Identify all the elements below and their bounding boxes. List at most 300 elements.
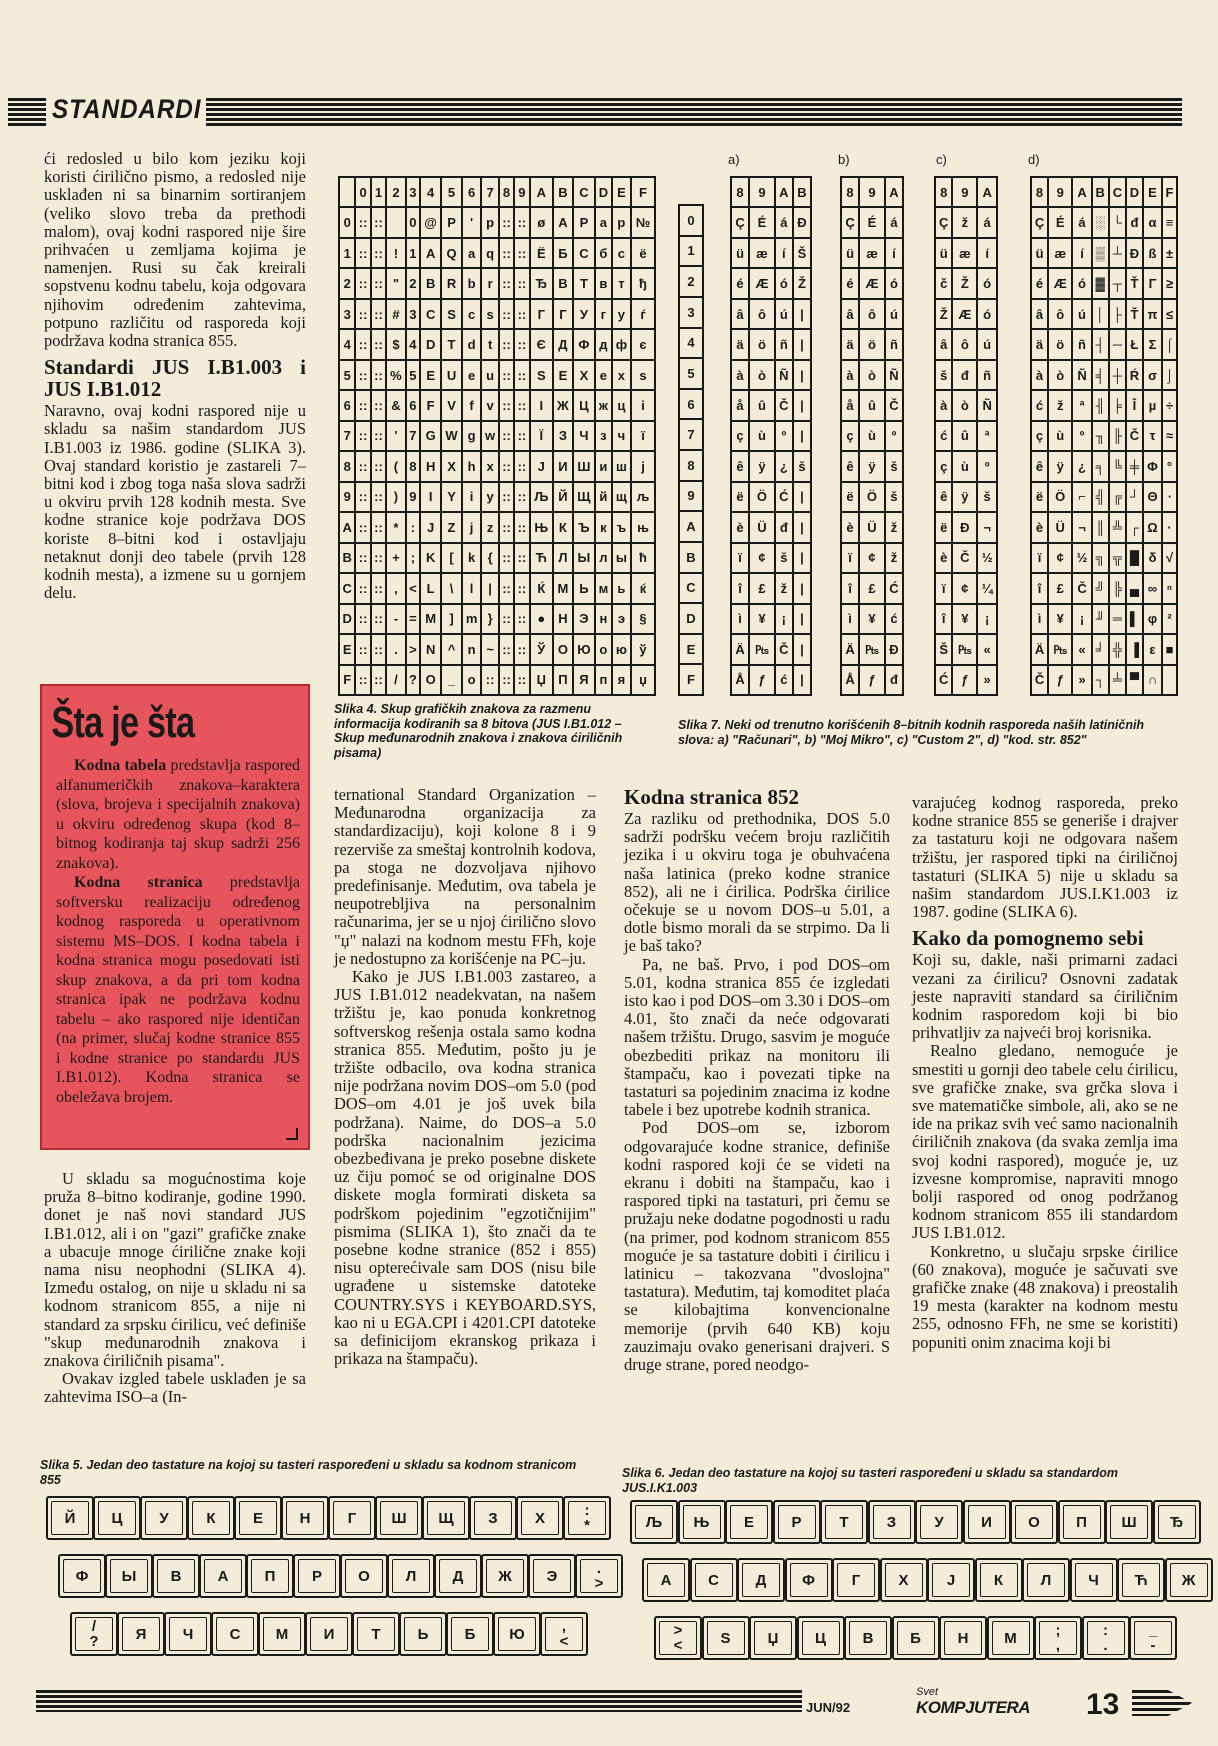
fig4-cell: <	[406, 573, 420, 603]
fig4-cell: 1	[406, 238, 420, 268]
fig4-cell: J	[420, 512, 441, 542]
fig7a-cell: |	[793, 634, 811, 664]
fig7c-cell: «	[977, 634, 997, 664]
fig7d-cell: Č	[1072, 573, 1091, 603]
fig7c-row	[935, 268, 997, 298]
fig7d-cell: ⌐	[1072, 482, 1091, 512]
fig7a-cell: ì	[731, 604, 749, 634]
fig4-cell: и	[595, 451, 612, 481]
fig4-header-cell: 5	[441, 177, 462, 207]
fig7d-cell: ┼	[1109, 360, 1126, 390]
fig4-cell: ::	[514, 543, 529, 573]
fig4-cell: ::	[355, 543, 370, 573]
fig7d-row	[1031, 512, 1177, 542]
fig7c-cell: Ñ	[977, 390, 997, 420]
fig5-key-label: У	[159, 1509, 169, 1527]
fig4-cell: D	[420, 329, 441, 359]
fig6-key-label: К	[993, 1571, 1004, 1589]
fig5-key	[528, 1554, 576, 1598]
fig7b-cell: ç	[841, 421, 859, 451]
fig4-cell: І	[530, 390, 553, 420]
fig4-row	[339, 268, 655, 298]
fig7b-row	[841, 390, 903, 420]
fig7d-cell: ╚	[1109, 451, 1126, 481]
fig7a-header-cell: B	[793, 177, 811, 207]
fig7a-row	[731, 360, 811, 390]
fig7a-row	[731, 329, 811, 359]
fig7d-cell: ╣	[1092, 482, 1109, 512]
fig4-cell: J	[530, 451, 553, 481]
col4-heading: Kako da pomognemo sebi	[912, 926, 1144, 951]
fig4-cell: Ф	[573, 329, 595, 359]
fig4-cell: .	[386, 634, 406, 664]
fig4-row	[339, 665, 655, 696]
fig6-key	[1070, 1558, 1118, 1602]
fig7a-cell: Ñ	[775, 360, 793, 390]
fig4-cell: ::	[499, 482, 514, 512]
fig7-index-cell: F	[679, 664, 703, 695]
fig4-cell: ::	[499, 451, 514, 481]
fig4-cell: т	[612, 268, 631, 298]
fig7d-cell: ╡	[1092, 360, 1109, 390]
fig4-cell: +	[386, 543, 406, 573]
fig4-cell: C	[420, 299, 441, 329]
fig4-cell: Г	[530, 299, 553, 329]
fig7a-cell: Ä	[731, 634, 749, 664]
fig7a-row	[731, 299, 811, 329]
fig7d-cell: ├	[1109, 299, 1126, 329]
fig4-cell: \	[441, 573, 462, 603]
fig7-index-cell: 3	[679, 297, 703, 328]
fig7b-cell: ù	[859, 421, 885, 451]
fig5-key-label: Х	[534, 1509, 545, 1527]
fig4-header-cell: 7	[481, 177, 498, 207]
fig7d-cell: ¿	[1072, 451, 1091, 481]
fig4-cell: 7	[339, 421, 355, 451]
fig4-cell: ë	[631, 238, 655, 268]
fig7d-row	[1031, 543, 1177, 573]
fig7c-cell: ù	[952, 451, 977, 481]
fig4-cell: {	[481, 543, 498, 573]
fig6-key-label: Љ	[645, 1513, 663, 1531]
fig4-header-cell: B	[553, 177, 573, 207]
fig7d-cell: ░	[1092, 207, 1109, 237]
fig6-key	[1105, 1500, 1153, 1544]
fig4-cell: !	[386, 238, 406, 268]
fig7c-row	[935, 543, 997, 573]
fig4-cell: "	[386, 268, 406, 298]
fig7d-cell: ■	[1162, 634, 1177, 664]
fig4-cell: г	[595, 299, 612, 329]
fig7d-cell: τ	[1143, 421, 1162, 451]
fig7-index-cell: 2	[679, 266, 703, 297]
fig4-cell: ::	[499, 634, 514, 664]
fig4-cell: q	[481, 238, 498, 268]
fig7a-row	[731, 604, 811, 634]
fig6-key	[1010, 1500, 1058, 1544]
fig7c-header-cell: 8	[935, 177, 952, 207]
fig7-index-row	[679, 328, 703, 359]
fig6-key-label: Њ	[693, 1513, 710, 1531]
fig4-cell: о	[595, 634, 612, 664]
fig7d-cell: æ	[1048, 238, 1072, 268]
fig7d-cell: Č	[1031, 665, 1048, 696]
fig5-key	[211, 1612, 259, 1656]
fig4-cell: ::	[514, 634, 529, 664]
fig7d-cell: ÿ	[1048, 451, 1072, 481]
fig7c-cell: æ	[952, 238, 977, 268]
fig4-cell: [	[441, 543, 462, 573]
fig4-cell: ::	[355, 634, 370, 664]
figure-7b-table	[840, 176, 904, 696]
fig7-index-cell: A	[679, 511, 703, 542]
fig7d-cell: ≡	[1162, 207, 1177, 237]
fig4-cell: е	[595, 360, 612, 390]
fig4-cell: e	[462, 360, 482, 390]
fig7d-row	[1031, 268, 1177, 298]
fig7b-cell: ž	[885, 512, 903, 542]
fig7d-row	[1031, 665, 1177, 696]
fig5-key	[164, 1612, 212, 1656]
fig4-cell: ::	[371, 421, 386, 451]
fig7-index-cell: C	[679, 573, 703, 604]
fig7d-cell: ▀	[1126, 665, 1143, 696]
fig4-cell: ж	[595, 390, 612, 420]
fig7a-cell: ù	[749, 421, 775, 451]
fig4-cell: №	[631, 207, 655, 237]
fig7-index-cell: 1	[679, 236, 703, 267]
fig4-cell: d	[462, 329, 482, 359]
fig4-cell: ::	[371, 604, 386, 634]
fig7-index-row	[679, 450, 703, 481]
fig7c-cell: ô	[952, 329, 977, 359]
fig4-cell: я	[612, 665, 631, 696]
fig4-cell: 6	[339, 390, 355, 420]
fig5-key-label: Я	[135, 1625, 147, 1643]
fig4-cell: ::	[371, 268, 386, 298]
fig5-key	[340, 1554, 388, 1598]
fig7b-cell: é	[841, 268, 859, 298]
fig4-cell: %	[386, 360, 406, 390]
fig4-cell: K	[420, 543, 441, 573]
fig7d-cell: ≥	[1162, 268, 1177, 298]
fig5-key	[434, 1554, 482, 1598]
column-1	[44, 150, 306, 602]
fig7-index-cell: 8	[679, 450, 703, 481]
fig5-key	[446, 1612, 494, 1656]
fig4-cell: S	[530, 360, 553, 390]
fig4-cell: Й	[553, 482, 573, 512]
fig7d-cell: ∙	[1162, 482, 1177, 512]
fig7d-cell: ÷	[1162, 390, 1177, 420]
fig7b-cell: ₧	[859, 634, 885, 664]
fig4-cell: ь	[612, 573, 631, 603]
fig7-index-cell: 7	[679, 419, 703, 450]
fig7a-cell: Ž	[793, 268, 811, 298]
fig4-cell: Л	[553, 543, 573, 573]
fig7d-cell: ó	[1072, 268, 1091, 298]
fig7d-cell: ²	[1162, 604, 1177, 634]
fig7b-row	[841, 268, 903, 298]
fig7a-cell: Ö	[749, 482, 775, 512]
fig7c-row	[935, 573, 997, 603]
fig7b-header-cell: A	[885, 177, 903, 207]
fig4-cell: ::	[371, 512, 386, 542]
fig7d-header-cell: E	[1143, 177, 1162, 207]
fig4-cell: /	[386, 665, 406, 696]
fig6-key-label: Ж	[1181, 1571, 1196, 1589]
fig7b-cell: ž	[885, 543, 903, 573]
fig7a-cell: Č	[775, 390, 793, 420]
sidebar-box	[40, 684, 310, 1150]
fig4-cell: ::	[371, 543, 386, 573]
fig4-cell: щ	[612, 482, 631, 512]
fig4-cell: A	[339, 512, 355, 542]
fig7d-cell: ú	[1072, 299, 1091, 329]
fig4-cell: Ж	[553, 390, 573, 420]
fig7d-cell: «	[1072, 634, 1091, 664]
fig7d-cell: Ω	[1143, 512, 1162, 542]
fig7a-cell: |	[793, 604, 811, 634]
fig7a-row	[731, 390, 811, 420]
fig7a-row	[731, 238, 811, 268]
fig7b-cell: ê	[841, 451, 859, 481]
fig7d-cell: É	[1048, 207, 1072, 237]
fig5-key-label: Е	[252, 1509, 263, 1527]
fig4-cell: ::	[499, 604, 514, 634]
fig7d-header-cell: F	[1162, 177, 1177, 207]
fig4-header-cell: D	[595, 177, 612, 207]
fig4-cell: ч	[612, 421, 631, 451]
fig7c-row	[935, 665, 997, 696]
fig6-key	[1153, 1500, 1201, 1544]
fig7d-cell: ≈	[1162, 421, 1177, 451]
fig6-key	[630, 1500, 678, 1544]
fig7d-cell: Ł	[1126, 329, 1143, 359]
fig4-cell: ::	[371, 238, 386, 268]
fig4-cell: l	[462, 573, 482, 603]
fig5-key	[93, 1496, 141, 1540]
fig6-key-label: ; ,	[1055, 1622, 1061, 1654]
fig7b-cell: æ	[859, 238, 885, 268]
fig7a-cell: ö	[749, 329, 775, 359]
fig4-cell: ::	[499, 329, 514, 359]
fig4-row	[339, 207, 655, 237]
fig7a-cell: ë	[731, 482, 749, 512]
fig7a-row	[731, 665, 811, 696]
fig7-index-row	[679, 664, 703, 695]
fig4-cell: Г	[553, 299, 573, 329]
fig7a-cell: Æ	[749, 268, 775, 298]
fig7d-cell: ▄	[1126, 573, 1143, 603]
fig7c-cell: ñ	[977, 360, 997, 390]
fig7-index-row	[679, 389, 703, 420]
header-rule-left	[8, 98, 46, 126]
fig4-cell: р	[612, 207, 631, 237]
fig7-index-row	[679, 511, 703, 542]
fig4-cell: x	[481, 451, 498, 481]
fig7c-cell: ₧	[952, 634, 977, 664]
fig4-cell: ::	[371, 573, 386, 603]
fig4-header-cell: C	[573, 177, 595, 207]
fig7c-cell: ë	[935, 512, 952, 542]
fig7a-cell: ò	[749, 360, 775, 390]
fig4-cell: 2	[406, 268, 420, 298]
figure-7-caption: Slika 7. Neki od trenutno korišćenih 8–bitnih kodnih rasporeda naših latiničnih slova: a) "Računari", b) "Moj Mikro", c) "Custom 2", d) "kod. str. 852"	[678, 718, 1145, 747]
fig4-cell: P	[441, 207, 462, 237]
fig4-header-cell: 3	[406, 177, 420, 207]
fig7a-cell: ô	[749, 299, 775, 329]
fig7d-cell: °	[1162, 451, 1177, 481]
fig7c-cell: š	[977, 482, 997, 512]
fig7d-cell: ┤	[1092, 329, 1109, 359]
fig4-cell: U	[441, 360, 462, 390]
fig7a-cell: ó	[775, 268, 793, 298]
fig6-key	[654, 1616, 702, 1660]
fig4-cell: і	[631, 390, 655, 420]
fig7a-cell: |	[793, 299, 811, 329]
fig7a-cell: é	[731, 268, 749, 298]
fig4-cell: Я	[573, 665, 595, 696]
fig4-cell: ::	[355, 665, 370, 696]
fig4-cell: C	[339, 573, 355, 603]
fig4-cell: ::	[514, 421, 529, 451]
fig4-cell: ::	[371, 299, 386, 329]
fig4-cell: ѓ	[631, 299, 655, 329]
fig4-cell: F	[420, 390, 441, 420]
fig7d-cell: ∞	[1143, 573, 1162, 603]
fig6-key	[690, 1558, 738, 1602]
fig4-cell: ћ	[631, 543, 655, 573]
fig4-cell: Џ	[530, 665, 553, 696]
fig7d-header-cell: 9	[1048, 177, 1072, 207]
fig4-cell: ::	[355, 238, 370, 268]
fig4-row	[339, 299, 655, 329]
fig7d-cell: Ç	[1031, 207, 1048, 237]
fig4-cell: д	[595, 329, 612, 359]
fig7d-cell: î	[1031, 573, 1048, 603]
fig7a-cell: Ć	[775, 482, 793, 512]
footer-brand: KOMPJUTERA	[916, 1698, 1031, 1717]
fig4-cell: ::	[499, 421, 514, 451]
fig5-key-label: . >	[594, 1560, 604, 1592]
fig6-key	[1165, 1558, 1213, 1602]
fig7d-cell: Ä	[1031, 634, 1048, 664]
fig7a-cell: å	[731, 390, 749, 420]
fig7a-cell: Č	[775, 634, 793, 664]
fig7c-cell: ¢	[952, 573, 977, 603]
fig7a-cell: î	[731, 573, 749, 603]
fig5-key-label: Ц	[111, 1509, 123, 1527]
box-p1: predstavlja raspored alfanumeričkih znakova–karaktera (slova, brojeva i specijalnih znakova) u okviru određenog skupa (kod 8–bitnog kodiranja taj skup sadrži 256 znakova).	[56, 757, 300, 872]
fig4-cell: g	[462, 421, 482, 451]
fig4-cell: *	[386, 512, 406, 542]
figure-7a-label: a)	[728, 152, 740, 167]
fig7d-cell: ô	[1048, 299, 1072, 329]
fig4-cell: o	[462, 665, 482, 696]
fig7d-cell: ò	[1048, 360, 1072, 390]
footer-arrow-icon	[1132, 1690, 1192, 1716]
fig4-cell: ::	[371, 665, 386, 696]
col4-text2: Koji su, dakle, naši primarni zadaci vezani za ćirilicu? Osnovni zadatak jeste napraviti standard sa ćiriličnim kodnim rasporedom koji bi bio prihvatljiv za najveći broj korisnika.	[912, 950, 1178, 1043]
fig7d-cell: Ť	[1126, 299, 1143, 329]
fig5-key	[387, 1554, 435, 1598]
fig7c-cell: ƒ	[952, 665, 977, 696]
fig4-cell: z	[481, 512, 498, 542]
fig6-key	[1082, 1616, 1130, 1660]
fig7-index-cell: 0	[679, 205, 703, 236]
fig4-cell: ::	[514, 238, 529, 268]
fig7c-row	[935, 299, 997, 329]
fig7d-row	[1031, 573, 1177, 603]
fig4-cell: r	[481, 268, 498, 298]
fig7d-cell: ╝	[1092, 573, 1109, 603]
fig4-cell: =	[406, 604, 420, 634]
fig6-key-label: О	[1028, 1513, 1040, 1531]
fig7b-cell: Č	[885, 390, 903, 420]
fig4-cell: b	[462, 268, 482, 298]
fig4-row	[339, 634, 655, 664]
fig7d-cell: │	[1092, 299, 1109, 329]
fig7a-cell: É	[749, 207, 775, 237]
fig7b-cell: š	[885, 482, 903, 512]
fig4-cell: Ќ	[530, 573, 553, 603]
fig6-key-label: Ц	[815, 1629, 826, 1647]
fig7b-row	[841, 573, 903, 603]
fig7d-cell: đ	[1126, 207, 1143, 237]
fig7b-cell: Ñ	[885, 360, 903, 390]
fig4-cell: f	[462, 390, 482, 420]
fig7d-cell: ⌡	[1162, 360, 1177, 390]
fig6-key	[892, 1616, 940, 1660]
col3-heading: Kodna stranica 852	[624, 785, 800, 809]
fig4-cell: ::	[371, 634, 386, 664]
fig7d-cell: √	[1162, 543, 1177, 573]
fig5-key	[70, 1612, 118, 1656]
fig6-key	[987, 1616, 1035, 1660]
fig4-cell: к	[595, 512, 612, 542]
fig7c-cell: º	[977, 451, 997, 481]
fig7c-cell: Æ	[952, 299, 977, 329]
fig7c-cell: ª	[977, 421, 997, 451]
fig7-index-row	[679, 603, 703, 634]
fig4-row	[339, 543, 655, 573]
fig7b-row	[841, 329, 903, 359]
fig4-cell: ::	[514, 299, 529, 329]
fig4-cell: ::	[499, 207, 514, 237]
fig4-header-cell: 9	[514, 177, 529, 207]
fig4-cell: @	[420, 207, 441, 237]
fig4-cell: ї	[631, 421, 655, 451]
fig5-key-label: Й	[64, 1509, 76, 1527]
fig7d-cell: ┴	[1109, 238, 1126, 268]
fig4-cell: v	[481, 390, 498, 420]
fig5-key	[140, 1496, 188, 1540]
fig5-key-label: П	[264, 1567, 276, 1585]
fig7-index-row	[679, 542, 703, 573]
fig4-cell: ●	[530, 604, 553, 634]
fig7a-header-cell: 9	[749, 177, 775, 207]
fig4-cell: -	[386, 604, 406, 634]
fig7a-cell: ï	[731, 543, 749, 573]
fig4-cell: л	[595, 543, 612, 573]
header-rule-right	[206, 98, 1182, 126]
fig5-key-label: Н	[299, 1509, 311, 1527]
fig7-index-cell: D	[679, 603, 703, 634]
fig7a-cell: |	[793, 573, 811, 603]
fig7c-cell: Ž	[952, 268, 977, 298]
fig5-key-label: К	[206, 1509, 216, 1527]
